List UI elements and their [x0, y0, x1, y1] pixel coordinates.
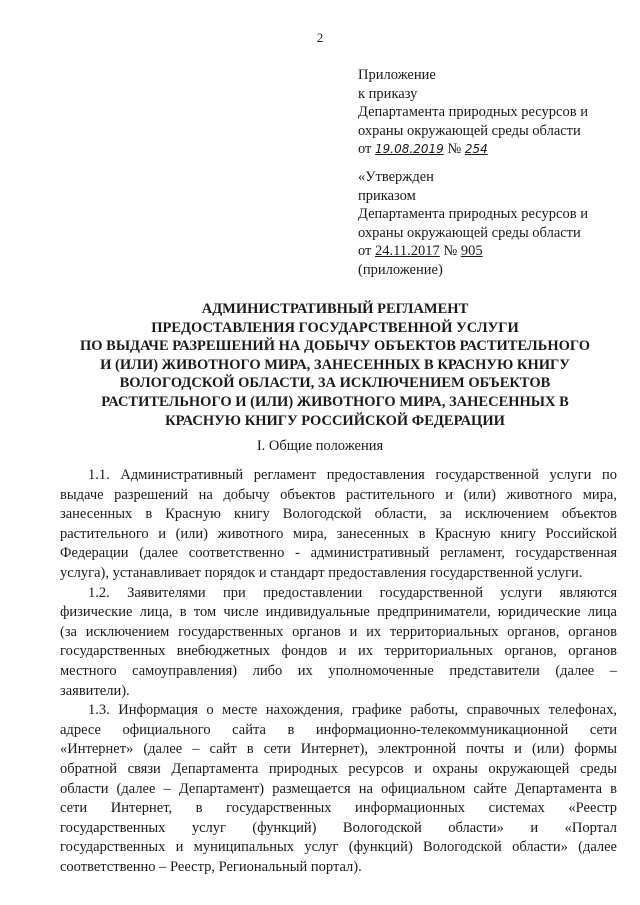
annex-handwritten-date: 19.08.2019	[375, 142, 444, 156]
title-line: ВОЛОГОДСКОЙ ОБЛАСТИ, ЗА ИСКЛЮЧЕНИЕМ ОБЪЕКТОВ	[119, 375, 551, 392]
approved-line: «Утвержден	[358, 169, 434, 185]
approved-note: (приложение)	[358, 261, 443, 278]
body-line: 1.3. Информация о месте нахождения, графике работы, справочных телефонах,	[88, 702, 617, 719]
body-line: выдаче разрешений на добычу объектов растительного и (или) животного мира,	[60, 486, 617, 503]
approved-line: охраны окружающей среды области	[358, 224, 581, 241]
body-line: обратной связи Департамента природных ресурсов и охраны окружающей среды	[60, 760, 617, 777]
approved-number-sign: №	[443, 243, 458, 259]
approved-number: 905	[460, 243, 483, 259]
paragraph-1-3	[60, 701, 617, 877]
annex-line: Приложение	[358, 67, 436, 83]
approved-block	[358, 168, 618, 279]
approved-date-line	[358, 242, 618, 261]
section-heading: I. Общие положения	[256, 438, 384, 454]
paragraph-1-1	[60, 466, 617, 584]
body-line: физические лица, в том числе индивидуальные предприниматели, юридические лица	[60, 604, 617, 621]
paragraph-1-2	[60, 584, 617, 702]
body-line: соответственно – Реестр, Региональный портал).	[60, 858, 362, 875]
title-line: АДМИНИСТРАТИВНЫЙ РЕГЛАМЕНТ	[201, 301, 469, 317]
annex-date-prefix: от	[358, 141, 372, 157]
body-line: 1.1. Административный регламент предоставления государственной услуги по	[88, 467, 617, 483]
body-line: области (далее – Департамент) размещается на официальном сайте Департамента в	[60, 780, 617, 797]
body-line: Федерации (далее соответственно - административный регламент, государственная	[60, 545, 617, 562]
body-line: государственных и муниципальных услуг (функций) Вологодской области» (далее	[60, 839, 617, 856]
body-line: «Интернет» (далее – сайт в сети Интернет), электронной почты и (или) формы	[60, 741, 617, 758]
body-line: растительного и (или) животного мира, занесенных в Красную книгу Российской	[60, 525, 617, 542]
annex-line: Департамента природных ресурсов и	[358, 104, 588, 120]
document-title	[40, 300, 630, 430]
annex-number-sign: №	[447, 141, 462, 157]
title-line: ПРЕДОСТАВЛЕНИЯ ГОСУДАРСТВЕННОЙ УСЛУГИ	[151, 319, 519, 336]
approved-line: приказом	[358, 187, 416, 204]
approved-line: Департамента природных ресурсов и	[358, 206, 588, 222]
page-number: 2	[316, 30, 324, 45]
approved-date: 24.11.2017	[375, 243, 440, 259]
annex-handwritten-number: 254	[464, 142, 488, 156]
body-line: местного самоуправления) либо их уполномоченные представители (далее –	[60, 662, 617, 679]
title-line: ПО ВЫДАЧЕ РАЗРЕШЕНИЙ НА ДОБЫЧУ ОБЪЕКТОВ РАСТИТЕЛЬНОГО	[79, 338, 591, 355]
body-line: государственных внебюджетных фондов и их территориальных органов, органов	[60, 643, 617, 660]
body-line: (за исключением государственных органов и их территориальных органов, органов	[60, 623, 617, 640]
annex-block	[358, 66, 618, 159]
body-line: адресе официального сайта в информационно-телекоммуникационной сети	[60, 721, 617, 738]
annex-date-line	[358, 140, 618, 159]
approved-date-prefix: от	[358, 243, 372, 259]
annex-line: охраны окружающей среды области	[358, 122, 581, 139]
body-line: услуга), устанавливает порядок и стандарт предоставления государственной услуги.	[60, 564, 583, 581]
body-line: 1.2. Заявителями при предоставлении государственной услуги являются	[88, 584, 617, 601]
title-line: РАСТИТЕЛЬНОГО И (ИЛИ) ЖИВОТНОГО МИРА, ЗАНЕСЕННЫХ В	[101, 393, 569, 410]
title-line: И (ИЛИ) ЖИВОТНОГО МИРА, ЗАНЕСЕННЫХ В КРАСНУЮ КНИГУ	[100, 356, 570, 373]
annex-line: к приказу	[358, 85, 418, 102]
body-line: сети Интернет, в государственных информационных системах «Реестр	[60, 800, 617, 817]
body-text	[60, 466, 617, 877]
body-line: государственных услуг (функций) Вологодской области» и «Портал	[60, 819, 617, 836]
body-line: заявители).	[60, 682, 130, 699]
title-line: КРАСНУЮ КНИГУ РОССИЙСКОЙ ФЕДЕРАЦИИ	[165, 412, 505, 429]
body-line: занесенных в Красную книгу Вологодской области, за исключением объектов	[60, 506, 617, 523]
